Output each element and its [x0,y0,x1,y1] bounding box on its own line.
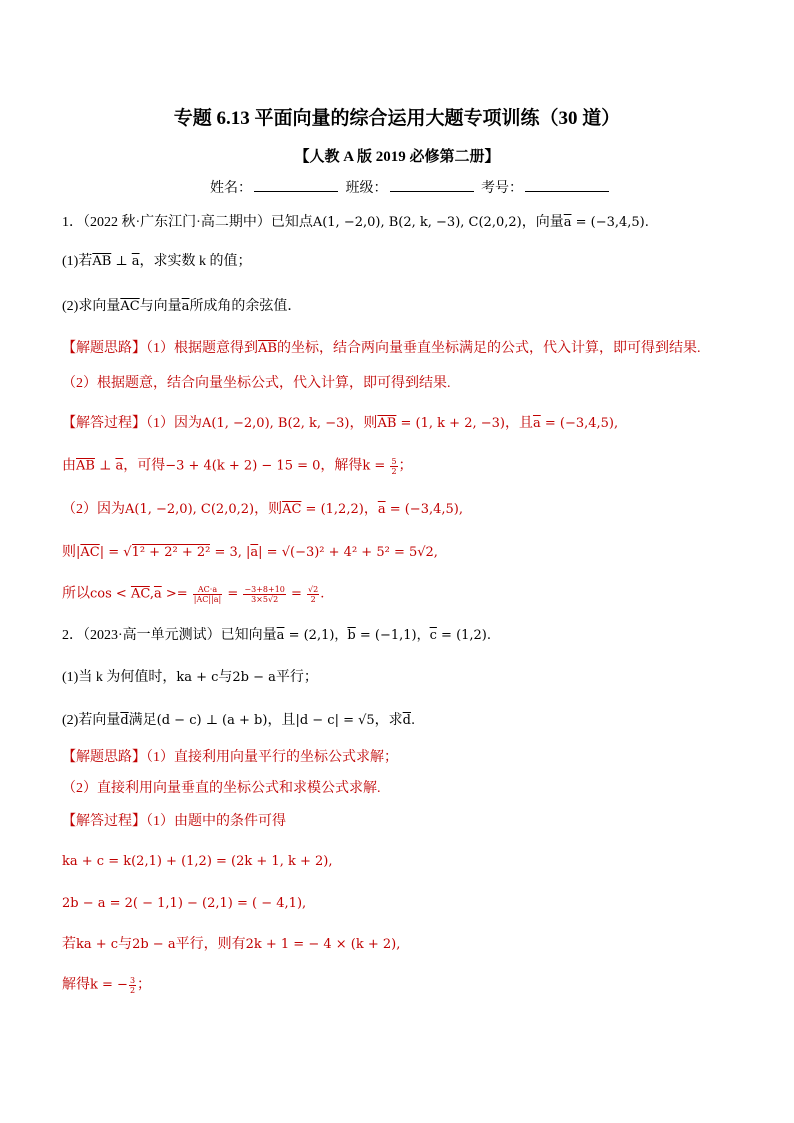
page-title: 专题 6.13 平面向量的综合运用大题专项训练（30 道） [173,108,621,129]
question-1-solution-3: （2）因为A(1, −2,0), C(2,0,2)，则$\overline{AC} = (1,2,2)$，$\overline{a} = (-3,4,5)$, [62,502,463,517]
question-2-idea-1: 【解题思路】（1）直接利用向量平行的坐标公式求解； [62,750,398,765]
question-2-idea-2: （2）直接利用向量垂直的坐标公式和求模公式求解. [62,781,381,796]
fraction: $\frac{AC\cdot a}{|AC||a|}$ [193,585,222,604]
question-2-solution-3: 若ka + c与2b − a平行，则有2k + 1 = − 4 × (k + 2), [62,937,401,952]
fraction: $\frac{√2}{2}$ [308,585,319,604]
question-1-stem: 1．（2022 秋·广东江门·高二期中）已知点A(1, −2,0), B(2, k, −3), C(2,0,2)，向量$\overline{a} = (-3,4,5)$. [62,215,649,230]
question-2-solution-1: ka + c = k(2,1) + (1,2) = (2k + 1, k + 2), [62,854,333,869]
fraction: $\frac{5}{2}$ [391,457,397,476]
question-1-idea-2: （2）根据题意，结合向量坐标公式，代入计算，即可得到结果. [62,376,451,391]
solution-idea-tag: 【解题思路】 [62,341,146,356]
question-1-solution-1: 【解答过程】（1）因为A(1, −2,0), B(2, k, −3)，则$\overline{AB} = (1$, k + 2, −3)，且$\overline{a} = (-3,4,5)$, [62,416,619,431]
solution-idea-tag: 【解题思路】 [62,750,146,765]
question-1-idea-1: 【解题思路】（1）根据题意得到$\overline{AB}$的坐标，结合两向量垂直坐标满足的公式，代入计算，即可得到结果. [62,341,701,356]
fraction: $\frac{-3+8+10}{3\times 5√2}$ [244,585,285,604]
page-subtitle: 【人教 A 版 2019 必修第二册】 [294,149,500,165]
question-1-solution-5: 所以$\cos < \overline{AC},\overline{a}$ >= $\frac{AC\cdot a}{|AC||a|}$ = $\frac{-3+8+10}{3\times 5√2}$ = $\frac{√2}{2}$ . [62,585,325,604]
student-info-fields [210,177,610,197]
question-1-part-1: (1)若$\overline{AB}$ ⊥ $\overline{a}$，求实数 k 的值； [62,254,252,269]
question-1-part-2: (2)求向量$\overline{AC}$与向量$\overline{a}$所成角的余弦值． [62,299,302,314]
question-2-solution-0: 【解答过程】（1）由题中的条件可得 [62,814,286,829]
class-label: 班级： [345,181,388,196]
question-1-solution-4: 则$|\overline{AC}| = √1^2 + 2^2 + 2^2 = 3$, $|\overline{a}| = √(-3)^2 + 4^2 + 5^2 = 5√2$, [62,545,438,560]
solution-process-tag: 【解答过程】 [62,416,146,431]
question-2-solution-2: 2b − a = 2( − 1,1) − (2,1) = ( − 4,1), [62,896,307,911]
question-2-stem: 2．（2023·高一单元测试）已知向量$\overline{a} = (2,1)$，$\overline{b} = (-1,1)$，$\overline{c} = (1,2)$. [62,628,492,643]
fraction: $\frac{3}{2}$ [129,976,136,995]
question-2-part-1: (1)当 k 为何值时，ka + c与2b − a平行； [62,670,318,685]
id-label: 考号： [481,181,523,196]
question-2-solution-4: 解得k = − $\frac{3}{2}$ ； [62,976,152,995]
solution-process-tag: 【解答过程】 [62,814,146,829]
question-2-part-2: (2)若向量$\overline{d}$满足(d − c) ⊥ (a + b)，且|d − c| = √5，求$\overline{d}$. [62,713,416,728]
class-blank[interactable] [390,179,474,192]
id-blank[interactable] [525,179,609,192]
name-label: 姓名： [210,181,252,196]
question-1-solution-2: 由$\overline{AB}$ ⊥ $\overline{a}$，可得−3 + 4(k + 2) − 15 = 0，解得k = $\frac{5}{2}$ ； [62,457,413,476]
name-blank[interactable] [254,179,338,192]
